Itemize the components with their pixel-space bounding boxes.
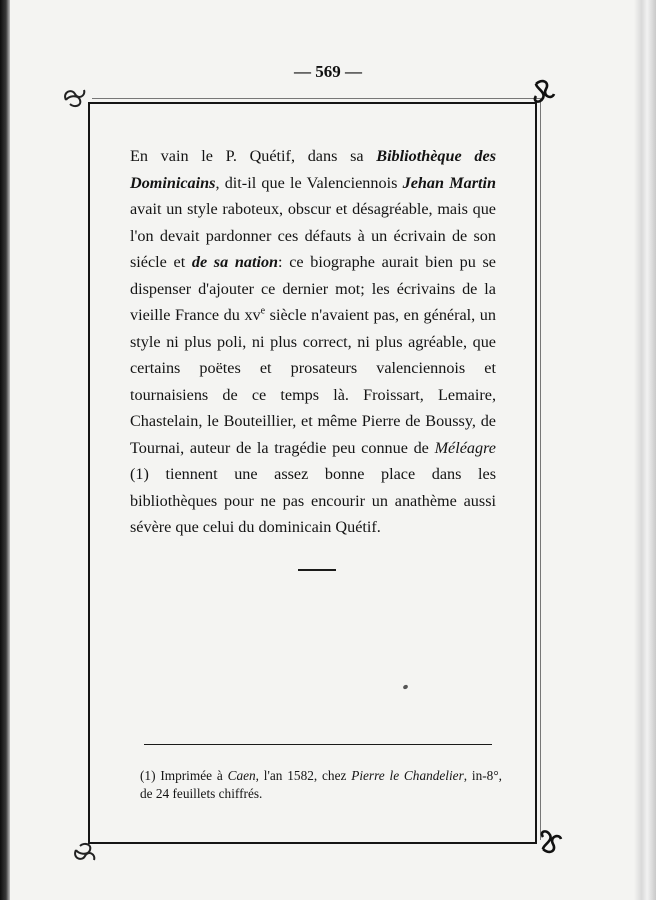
work-title: Méléagre — [434, 438, 496, 457]
text-run: , dit-il que le Valenciennois — [215, 173, 403, 192]
page-edge — [634, 0, 656, 900]
corner-ornament-icon — [528, 76, 558, 106]
emphasis: de sa nation — [191, 253, 279, 271]
place-name: Caen — [227, 768, 256, 783]
text-run: avait un style raboteux, obscur et désagréable, mais que l'on devait pardonner ces défauts à un écrivain de son siécle et — [130, 200, 496, 271]
text-run: : ce biographe aurait bien pu se dispenser d'ajouter ce dernier mot; les écrivains de la vieille France du xv — [130, 253, 496, 324]
author-name: Jehan Martin — [402, 173, 496, 192]
footnote-rule — [144, 744, 492, 745]
footnote — [140, 767, 502, 803]
section-separator — [298, 569, 336, 571]
superscript: e — [260, 305, 266, 317]
body-paragraph — [130, 143, 496, 541]
text-run: siècle n'avaient pas, en général, un style ni plus poli, ni plus correct, ni plus agréable, que certains poëtes et prosateurs valenciennois et tournaisiens de ce temps là. Froissart, Lemaire, Chastelain, le Bouteillier, et même Pierre de Boussy, de Tournai, auteur de la tragédie peu connue de — [130, 306, 496, 457]
corner-ornament-icon — [70, 840, 100, 870]
corner-ornament-icon — [60, 82, 90, 112]
text-run: (1) tiennent une assez bonne place dans les bibliothèques pour ne pas encourir un anathème aussi sévère que celui du dominicain Quétif. — [130, 465, 496, 536]
page-number: — 569 — — [294, 62, 362, 81]
text-run: (1) Imprimée à — [140, 768, 228, 783]
printer-name: Pierre le Chandelier — [351, 768, 464, 783]
binding-shadow — [0, 0, 10, 900]
text-run: , l'an 1582, chez — [255, 768, 352, 783]
corner-ornament-icon — [535, 827, 565, 857]
text-run: En vain le P. Quétif, dans sa — [130, 147, 377, 165]
text-run: , in-8°, de 24 feuillets chiffrés. — [140, 768, 502, 801]
book-title: Bibliothèque des Dominicains — [130, 147, 496, 192]
